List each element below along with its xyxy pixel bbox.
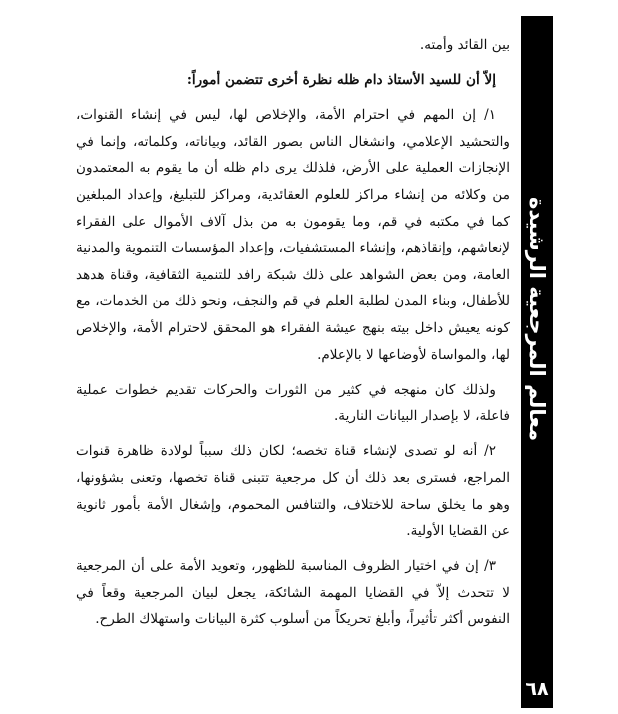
page-number: ٦٨ xyxy=(525,678,549,700)
paragraph-intro: بين القائد وأمته. xyxy=(419,37,510,53)
paragraph-point-1: ١/ إن المهم في احترام الأمة، والإخلاص لها، ليس في إنشاء القنوات، والتحشيد الإعلامي، وانشغال الناس بصور القائد، وبياناته، وكلماته، وإنما في الإنجازات العملية على الأرض، فلذلك يرى دام ظله أن ما يقوم به المعتمدون من وكلائه من إنشاء مراكز للعلوم العقائدية، ومراكز للتبليغ، وإعداد المبلغين كما في مكتبه في قم، وما يقومون به من بذل آلاف الأموال على الفقراء لإنعاشهم، وإنقاذهم، وإنشاء المستشفيات، وإعداد المؤسسات التنموية والمدنية العامة، ومن بعض الشواهد على ذلك شبكة رافد للتنمية الثقافية، وقناة هدهد للأطفال، وبناء المدن لطلبة العلم في قم والنجف، ونحو ذلك من الخدمات، مع كونه يعيش داخل بيته بنهج عيشة الفقراء هو المحقق لاحترام الأمة، والإخلاص لها، والمواساة لأوضاعها لا بالإعلام. xyxy=(76,107,510,363)
paragraph-point-2: ٢/ أنه لو تصدى لإنشاء قناة تخصه؛ لكان ذلك سبباً لولادة ظاهرة قنوات المراجع، فسترى بعد ذلك أن كل مرجعية تتبنى قناة تخصها، وتعنى بشؤونها، وهو ما يخلق ساحة للاختلاف، والتنافس المحموم، وإشغال الأمة بأمور ثانوية عن القضايا الأولية. xyxy=(76,443,510,540)
running-title: معالم المرجعية الرشيدة xyxy=(525,196,549,442)
running-title-wrap xyxy=(521,24,553,614)
chapter-sidebar xyxy=(521,16,553,708)
paragraph-method: ولذلك كان منهجه في كثير من الثورات والحركات تقديم خطوات عملية فاعلة، لا بإصدار البيانات النارية. xyxy=(76,381,510,425)
paragraph-point-3: ٣/ إن في اختيار الظروف المناسبة للظهور، وتعويد الأمة على أن المرجعية لا تتحدث إلاّ في القضايا المهمة الشائكة، يجعل لبيان المرجعية وقعاً في النفوس أكثر تأثيراً، وأبلغ تحريكاً من أسلوب كثرة البيانات واستهلاك الطرح. xyxy=(76,558,510,628)
page-body xyxy=(76,32,510,708)
paragraph-lead-in: إلاّ أن للسيد الأستاذ دام ظله نظرة أخرى تتضمن أموراً: xyxy=(186,72,496,89)
